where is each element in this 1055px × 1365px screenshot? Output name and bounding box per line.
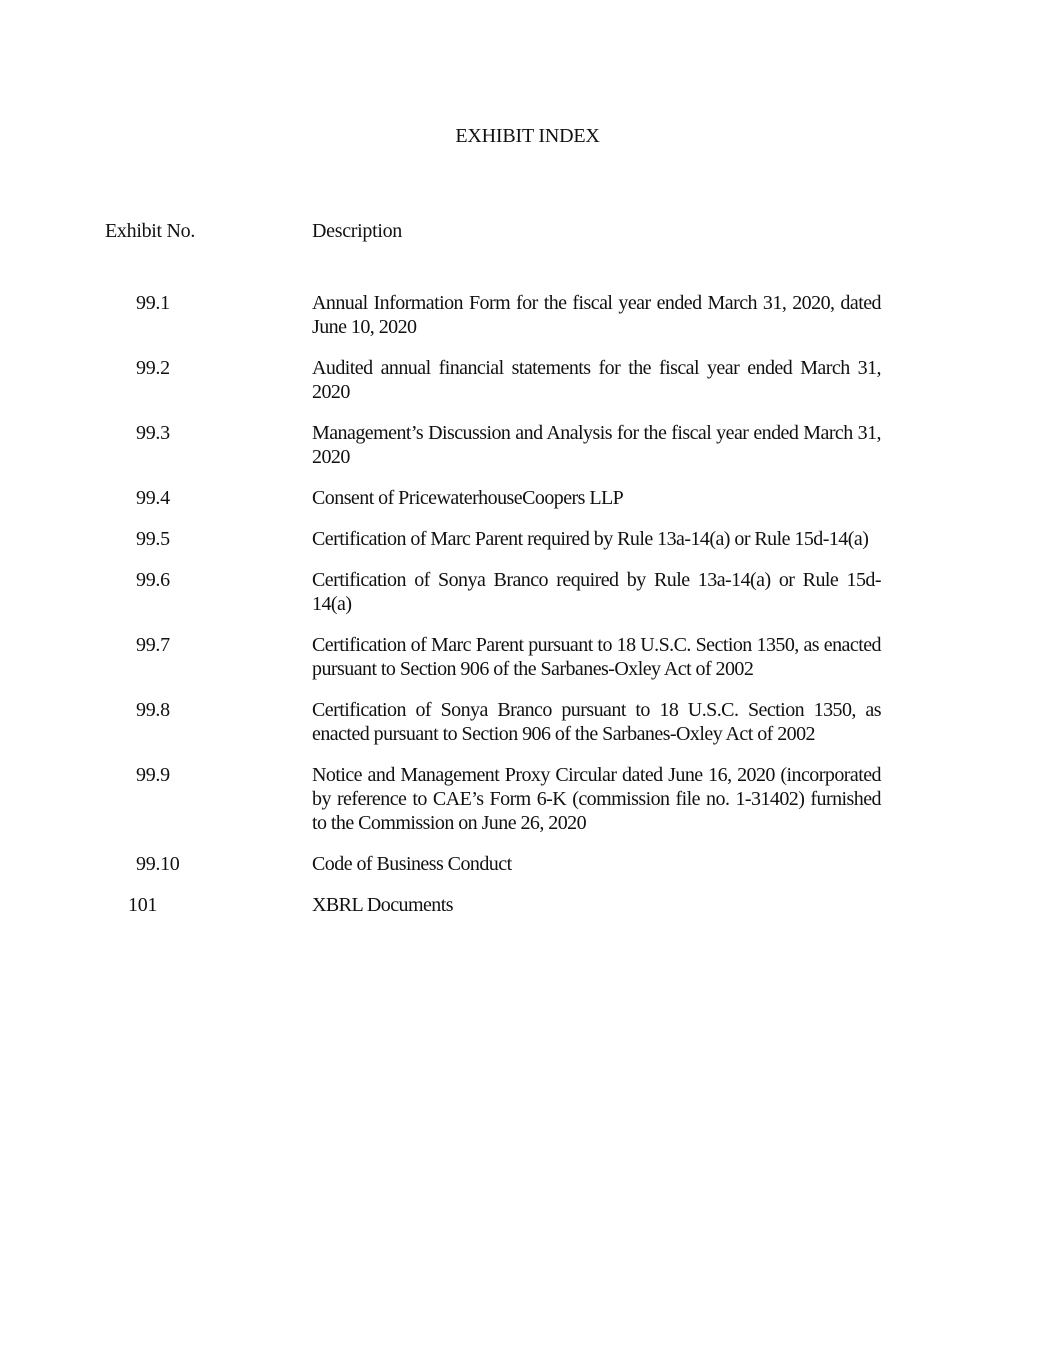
exhibit-row	[0, 633, 1055, 681]
exhibit-row	[0, 291, 1055, 339]
exhibit-description: Certification of Marc Parent pursuant to 18 U.S.C. Section 1350, as enacted pursuant to Section 906 of the Sarbanes-Oxley Act of 2002	[312, 634, 881, 680]
exhibit-number: 99.1	[136, 292, 170, 314]
exhibit-description: Notice and Management Proxy Circular dated June 16, 2020 (incorporated by reference to CAE’s Form 6-K (commission file no. 1-31402) furnished to the Commission on June 26, 2020	[312, 764, 881, 834]
exhibit-row	[0, 893, 1055, 917]
exhibit-number: 99.3	[136, 422, 170, 444]
exhibit-row	[0, 527, 1055, 551]
exhibit-number: 99.8	[136, 699, 170, 721]
exhibit-row	[0, 698, 1055, 746]
exhibit-row	[0, 763, 1055, 835]
exhibit-number: 99.5	[136, 528, 170, 550]
exhibit-description: XBRL Documents	[312, 894, 453, 916]
exhibit-row	[0, 568, 1055, 616]
exhibit-number: 99.4	[136, 487, 170, 509]
exhibit-row	[0, 356, 1055, 404]
exhibit-list	[0, 291, 1055, 934]
exhibit-description: Code of Business Conduct	[312, 853, 512, 875]
exhibit-description: Consent of PricewaterhouseCoopers LLP	[312, 487, 624, 509]
exhibit-row	[0, 486, 1055, 510]
exhibit-description: Certification of Sonya Branco required by Rule 13a-14(a) or Rule 15d-14(a)	[312, 569, 881, 615]
exhibit-row	[0, 852, 1055, 876]
exhibit-number: 101	[128, 894, 158, 916]
exhibit-description: Certification of Marc Parent required by Rule 13a-14(a) or Rule 15d-14(a)	[312, 528, 869, 550]
column-header-description: Description	[312, 220, 403, 242]
exhibit-number: 99.7	[136, 634, 170, 656]
exhibit-number: 99.9	[136, 764, 170, 786]
column-header-exhibit-no: Exhibit No.	[105, 220, 196, 242]
exhibit-number: 99.6	[136, 569, 170, 591]
exhibit-description: Annual Information Form for the fiscal year ended March 31, 2020, dated June 10, 2020	[312, 292, 881, 338]
exhibit-description: Management’s Discussion and Analysis for the fiscal year ended March 31, 2020	[312, 422, 881, 468]
exhibit-number: 99.10	[136, 853, 180, 875]
page-title: EXHIBIT INDEX	[455, 125, 600, 147]
exhibit-description: Audited annual financial statements for the fiscal year ended March 31, 2020	[312, 357, 881, 403]
exhibit-number: 99.2	[136, 357, 170, 379]
exhibit-description: Certification of Sonya Branco pursuant to 18 U.S.C. Section 1350, as enacted pursuant to Section 906 of the Sarbanes-Oxley Act of 2002	[312, 699, 881, 745]
exhibit-row	[0, 421, 1055, 469]
